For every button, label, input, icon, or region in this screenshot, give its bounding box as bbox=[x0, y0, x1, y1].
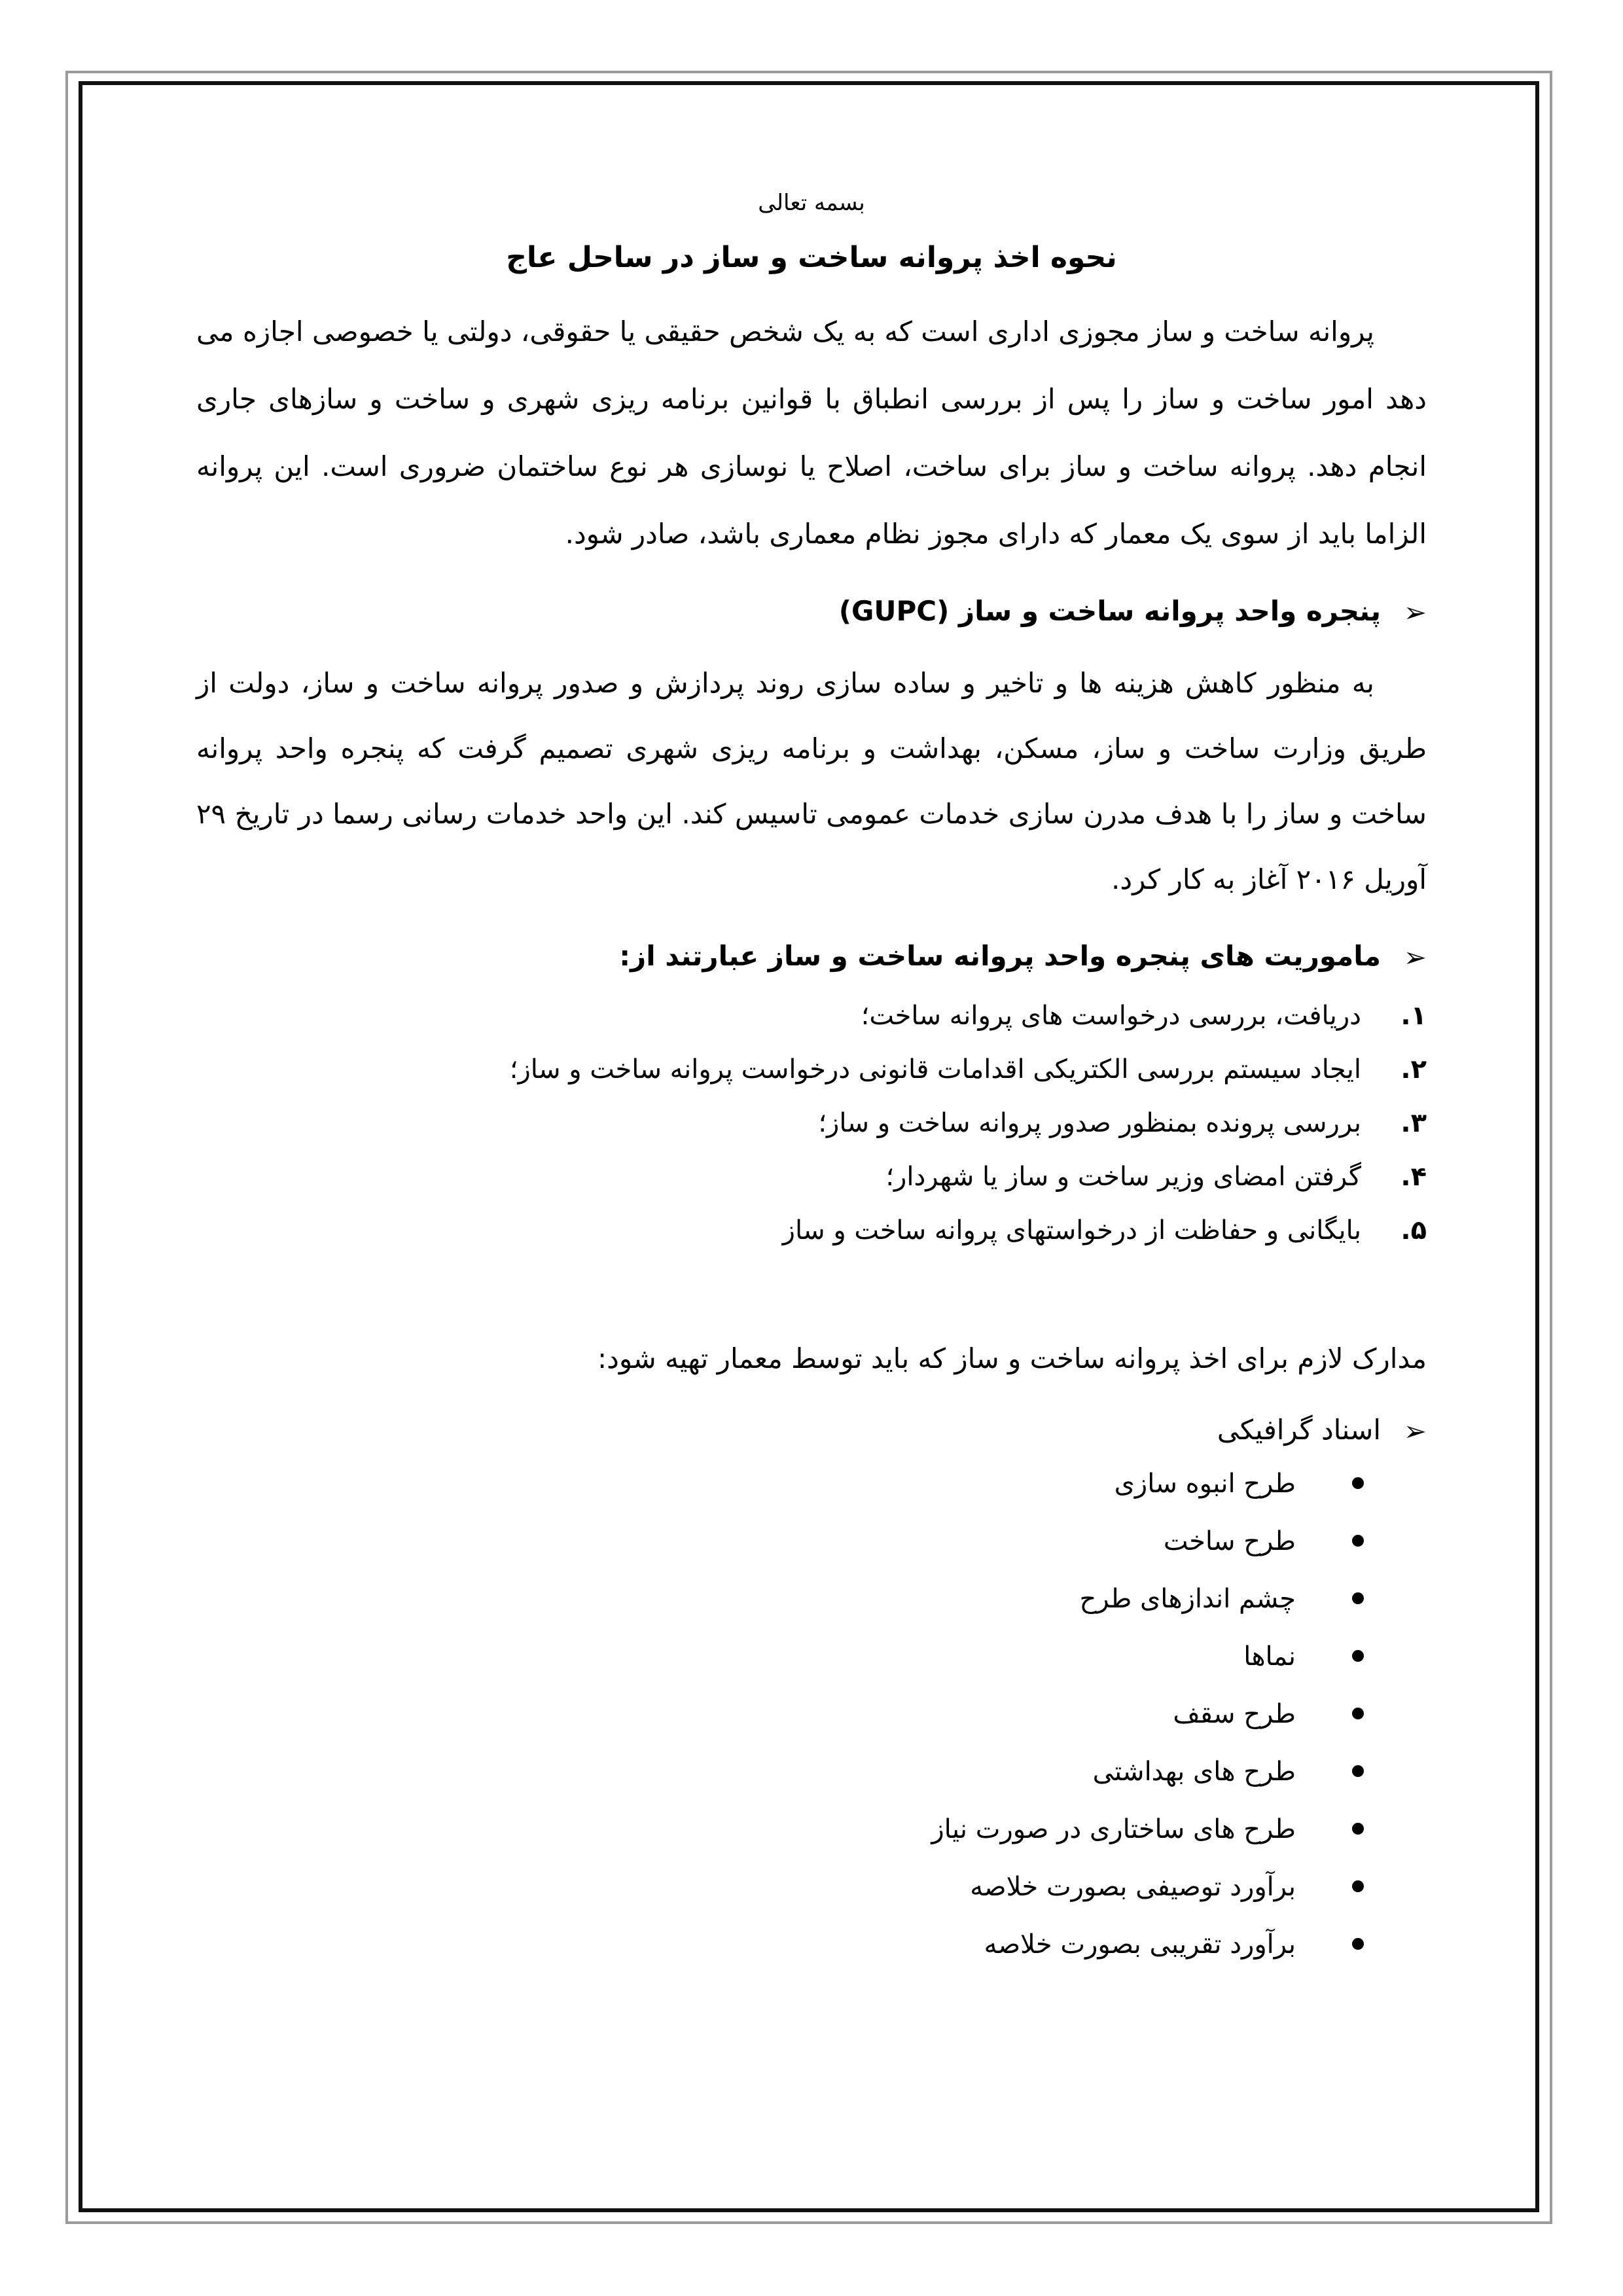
list-item-text: طرح انبوه سازی bbox=[1114, 1469, 1296, 1499]
list-item-text: بایگانی و حفاظت از درخواستهای پروانه ساخت و ساز bbox=[782, 1215, 1361, 1246]
graphic-documents-heading bbox=[196, 1414, 1427, 1446]
list-item bbox=[196, 989, 1427, 1043]
list-item-text: برآورد توصیفی بصورت خلاصه bbox=[970, 1872, 1296, 1902]
list-number: ۲. bbox=[1400, 1054, 1427, 1085]
graphic-documents-list bbox=[196, 1455, 1427, 1973]
list-item-text: برآورد تقریبی بصورت خلاصه bbox=[984, 1929, 1296, 1960]
list-item bbox=[196, 1916, 1427, 1973]
list-item bbox=[196, 1570, 1427, 1628]
list-item-text: طرح های بهداشتی bbox=[1092, 1757, 1296, 1787]
required-documents-intro: مدارک لازم برای اخذ پروانه ساخت و ساز که باید توسط معمار تهیه شود: bbox=[597, 1342, 1427, 1374]
arrow-bullet-icon: ➢ bbox=[1403, 941, 1427, 973]
document-title: نحوه اخذ پروانه ساخت و ساز در ساحل عاج bbox=[506, 241, 1117, 274]
list-item-text: گرفتن امضای وزیر ساخت و ساز یا شهردار؛ bbox=[885, 1162, 1361, 1192]
list-item-text: طرح ساخت bbox=[1163, 1526, 1296, 1556]
list-item-text: چشم اندازهای طرح bbox=[1079, 1584, 1296, 1614]
bullet-dot-icon bbox=[1352, 1650, 1364, 1662]
list-item bbox=[196, 1685, 1427, 1743]
list-item bbox=[196, 1455, 1427, 1513]
document-page bbox=[196, 164, 1427, 1973]
arrow-bullet-icon: ➢ bbox=[1403, 1415, 1427, 1447]
section-heading-missions bbox=[196, 940, 1427, 972]
list-item bbox=[196, 1150, 1427, 1204]
bullet-dot-icon bbox=[1352, 1938, 1364, 1950]
list-number: ۵. bbox=[1400, 1215, 1427, 1246]
list-item bbox=[196, 1628, 1427, 1685]
bullet-dot-icon bbox=[1352, 1535, 1364, 1547]
list-item bbox=[196, 1513, 1427, 1570]
missions-list bbox=[196, 989, 1427, 1257]
bullet-dot-icon bbox=[1352, 1477, 1364, 1489]
list-number: ۱. bbox=[1400, 1001, 1427, 1031]
arrow-bullet-icon: ➢ bbox=[1403, 596, 1427, 628]
list-item-text: بررسی پرونده بمنظور صدور پروانه ساخت و ساز؛ bbox=[818, 1108, 1361, 1138]
list-item bbox=[196, 1858, 1427, 1916]
bullet-dot-icon bbox=[1352, 1708, 1364, 1719]
list-item-text: طرح های ساختاری در صورت نیاز bbox=[931, 1814, 1296, 1844]
bullet-dot-icon bbox=[1352, 1592, 1364, 1604]
gupc-paragraph: به منظور کاهش هزینه ها و تاخیر و ساده سازی روند پردازش و صدور پروانه ساخت و ساز، دولت از طریق وزارت ساخت و ساز، مسکن، بهداشت و برنامه ریزی شهری تصمیم گرفت که پنجره واحد پروانه ساخت و ساز را با هدف مدرن سازی خدمات عمومی تاسیس کند. این واحد خدمات رسانی رسما در تاریخ ۲۹ آوریل ۲۰۱۶ آغاز به کار کرد. bbox=[196, 667, 1427, 895]
list-item-text: دریافت، بررسی درخواست های پروانه ساخت؛ bbox=[861, 1001, 1361, 1031]
list-item bbox=[196, 1043, 1427, 1096]
intro-paragraph: پروانه ساخت و ساز مجوزی اداری است که به یک شخص حقیقی یا حقوقی، دولتی یا خصوصی اجازه می دهد امور ساخت و ساز را پس از بررسی انطباق با قوانین برنامه ریزی شهری و ساخت و سازهای جاری انجام دهد. پروانه ساخت و ساز برای ساخت، اصلاح یا نوسازی هر نوع ساختمان ضروری است. این پروانه الزاما باید از سوی یک معمار که دارای مجوز نظام معماری باشد، صادر شود. bbox=[196, 315, 1427, 550]
list-item-text: ایجاد سیستم بررسی الکتریکی اقدامات قانونی درخواست پروانه ساخت و ساز؛ bbox=[509, 1054, 1361, 1085]
list-item-text: طرح سقف bbox=[1173, 1699, 1296, 1729]
list-item-text: نماها bbox=[1243, 1641, 1296, 1672]
bullet-dot-icon bbox=[1352, 1880, 1364, 1892]
list-item bbox=[196, 1096, 1427, 1150]
list-item bbox=[196, 1743, 1427, 1801]
bullet-dot-icon bbox=[1352, 1823, 1364, 1835]
list-number: ۴. bbox=[1400, 1162, 1427, 1192]
list-item bbox=[196, 1204, 1427, 1257]
section-heading-gupc bbox=[196, 595, 1427, 627]
bullet-dot-icon bbox=[1352, 1765, 1364, 1777]
section-heading-text: ماموریت های پنجره واحد پروانه ساخت و ساز عبارتند از: bbox=[619, 940, 1381, 972]
basmala-header: بسمه تعالی bbox=[758, 190, 865, 216]
list-number: ۳. bbox=[1400, 1108, 1427, 1138]
section-heading-text: پنجره واحد پروانه ساخت و ساز (GUPC) bbox=[838, 595, 1381, 627]
graphic-documents-heading-text: اسناد گرافیکی bbox=[1217, 1414, 1381, 1446]
list-item bbox=[196, 1801, 1427, 1858]
